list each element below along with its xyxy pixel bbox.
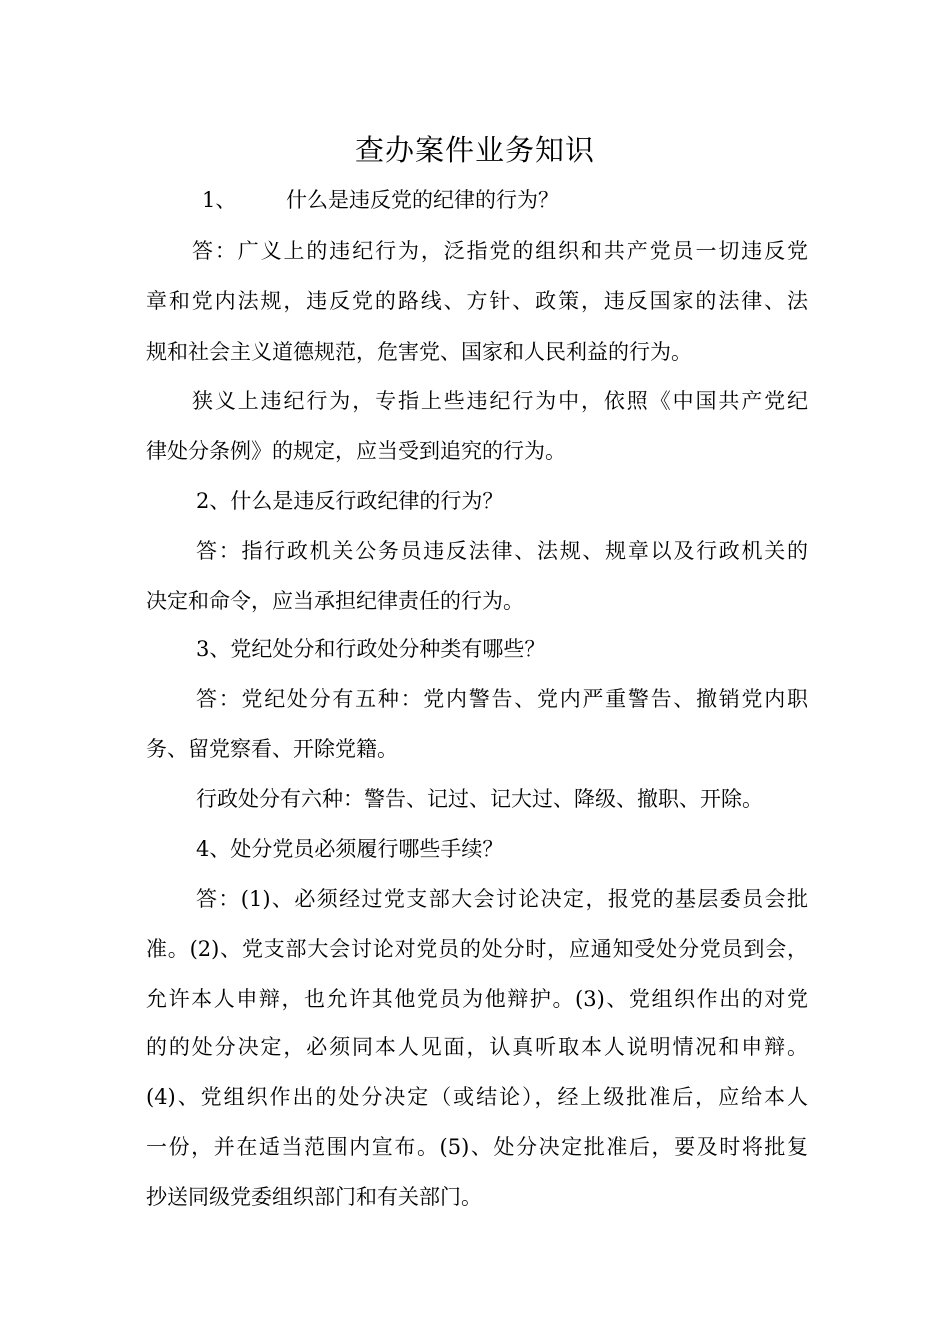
paragraph-line: 律处分条例》的规定，应当受到追究的行为。 <box>146 439 566 463</box>
paragraph-line: 规和社会主义道德规范，危害党、国家和人民利益的行为。 <box>146 340 692 364</box>
question-1-text: 什么是违反党的纪律的行为？ <box>286 188 559 212</box>
paragraph-line: 准。(2)、党支部大会讨论对党员的处分时，应通知受处分党员到会， <box>146 937 808 961</box>
question-4: 4、处分党员必须履行哪些手续？ <box>196 837 504 861</box>
paragraph-line: 答：广义上的违纪行为，泛指党的组织和共产党员一切违反党 <box>192 239 808 263</box>
paragraph-line: 狭义上违纪行为，专指上些违纪行为中，依照《中国共产党纪 <box>192 389 808 413</box>
paragraph-line: 行政处分有六种：警告、记过、记大过、降级、撤职、开除。 <box>196 787 763 811</box>
paragraph-line: 章和党内法规，违反党的路线、方针、政策，违反国家的法律、法 <box>146 289 808 313</box>
paragraph-line: 一份，并在适当范围内宣布。(5)、处分决定批准后，要及时将批复 <box>146 1135 808 1159</box>
paragraph-line: 允许本人申辩，也允许其他党员为他辩护。(3)、党组织作出的对党 <box>146 987 808 1011</box>
paragraph-line: 答：党纪处分有五种：党内警告、党内严重警告、撤销党内职 <box>196 687 808 711</box>
paragraph-line: 的的处分决定，必须同本人见面，认真听取本人说明情况和申辩。 <box>146 1035 808 1059</box>
question-2: 2、什么是违反行政纪律的行为？ <box>196 489 504 513</box>
paragraph-line: 决定和命令，应当承担纪律责任的行为。 <box>146 589 524 613</box>
paragraph-line: 答：指行政机关公务员违反法律、法规、规章以及行政机关的 <box>196 539 808 563</box>
paragraph-line: 抄送同级党委组织部门和有关部门。 <box>146 1185 482 1209</box>
paragraph-line: (4)、党组织作出的处分决定（或结论），经上级批准后，应给本人 <box>146 1085 808 1109</box>
question-1 <box>202 185 808 215</box>
question-3: 3、党纪处分和行政处分种类有哪些？ <box>196 637 546 661</box>
question-1-number: 1、 <box>202 188 237 212</box>
paragraph-line: 答：(1)、必须经过党支部大会讨论决定，报党的基层委员会批 <box>196 887 808 911</box>
paragraph-line: 务、留党察看、开除党籍。 <box>146 737 398 761</box>
document-title: 查办案件业务知识 <box>354 133 595 167</box>
